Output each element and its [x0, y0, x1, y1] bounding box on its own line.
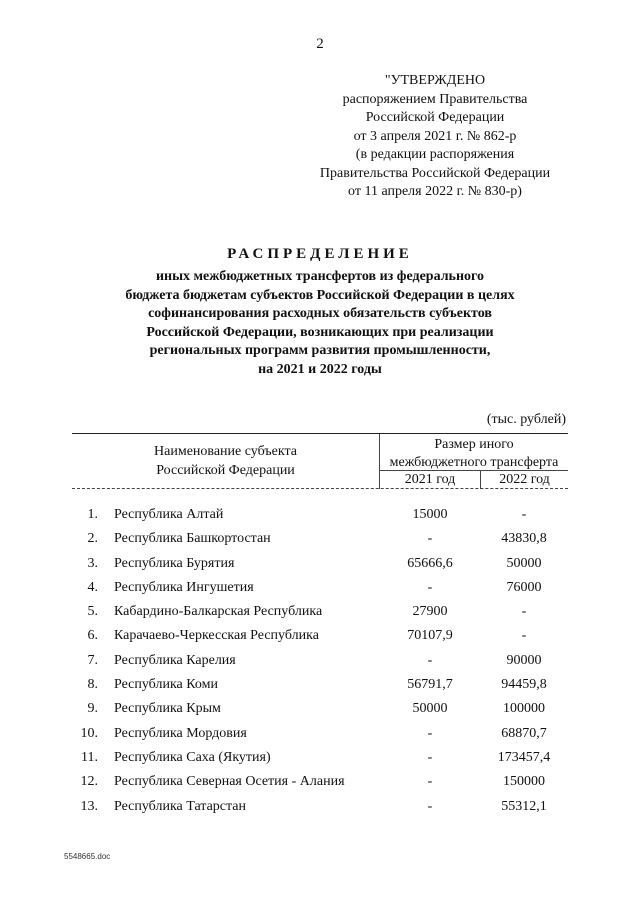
table-row — [0, 626, 640, 650]
row-number: 8. — [87, 677, 98, 693]
row-number: 6. — [87, 628, 98, 644]
document-subtitle — [80, 268, 560, 380]
row-value-2021: - — [427, 579, 433, 595]
table-row — [0, 797, 640, 821]
row-value-2022: 150000 — [503, 774, 545, 790]
row-subject-name: Республика Коми — [114, 677, 218, 693]
header-transfer-size-line1: Размер иного — [434, 437, 514, 452]
table-row — [0, 748, 640, 772]
row-value-2022: 68870,7 — [501, 725, 547, 741]
approval-line: распоряжением Правительства — [342, 91, 528, 107]
row-subject-name: Республика Ингушетия — [114, 579, 254, 595]
approval-line: Правительства Российской Федерации — [319, 165, 551, 181]
header-transfer-size-line2: межбюджетного трансферта — [389, 455, 559, 470]
row-value-2021: 56791,7 — [407, 677, 453, 693]
row-value-2021: 50000 — [412, 701, 448, 717]
row-value-2021: 65666,6 — [407, 555, 453, 571]
row-subject-name: Кабардино-Балкарская Республика — [114, 604, 323, 620]
approval-stamp — [300, 72, 570, 202]
table-row — [0, 578, 640, 602]
table-row — [0, 651, 640, 675]
row-value-2021: - — [427, 531, 433, 547]
header-subject-name — [72, 443, 379, 480]
row-value-2021: 70107,9 — [407, 628, 453, 644]
row-value-2021: - — [427, 652, 433, 668]
row-number: 13. — [80, 798, 98, 814]
row-number: 9. — [87, 701, 98, 717]
row-number: 4. — [87, 579, 98, 595]
table-row — [0, 554, 640, 578]
row-subject-name: Республика Алтай — [114, 507, 224, 522]
header-transfer-size — [380, 436, 568, 472]
header-year-2021: 2021 год — [404, 472, 456, 487]
subtitle-line: иных межбюджетных трансфертов из федерального — [155, 269, 485, 284]
row-subject-name: Республика Татарстан — [114, 798, 247, 814]
subtitle-line: софинансирования расходных обязательств субъектов — [148, 306, 492, 322]
approval-line: Российской Федерации — [365, 110, 505, 125]
table-row — [0, 699, 640, 723]
row-value-2021: - — [427, 798, 433, 814]
subtitle-line: региональных программ развития промышленности, — [149, 343, 491, 359]
table-row — [0, 602, 640, 626]
document-title: РАСПРЕДЕЛЕНИЕ — [227, 246, 413, 262]
row-subject-name: Республика Мордовия — [114, 725, 247, 741]
header-subject-name-line2: Российской Федерации — [156, 462, 295, 478]
units-label: (тыс. рублей) — [486, 412, 566, 427]
header-divider — [379, 470, 568, 471]
row-number: 12. — [80, 774, 98, 790]
page-number: 2 — [316, 36, 324, 52]
row-value-2021: - — [427, 749, 433, 765]
table-row — [0, 724, 640, 748]
row-subject-name: Республика Карелия — [114, 652, 236, 668]
row-number: 1. — [87, 507, 98, 522]
table-row — [0, 772, 640, 796]
row-value-2021: 15000 — [412, 507, 448, 522]
header-divider — [379, 434, 380, 489]
approval-line: "УТВЕРЖДЕНО — [384, 73, 486, 88]
file-reference: 5548665.doc — [64, 852, 111, 861]
subtitle-line: Российской Федерации, возникающих при реализации — [146, 324, 494, 340]
table-row — [0, 505, 640, 529]
row-value-2022: 90000 — [506, 652, 542, 668]
row-subject-name: Республика Башкортостан — [114, 531, 271, 547]
header-divider — [480, 471, 481, 489]
row-subject-name: Республика Саха (Якутия) — [114, 749, 271, 765]
row-number: 2. — [87, 531, 98, 547]
row-value-2022: - — [521, 507, 527, 522]
row-subject-name: Республика Бурятия — [114, 555, 235, 571]
table-header — [72, 433, 568, 489]
row-subject-name: Карачаево-Черкесская Республика — [114, 628, 319, 644]
row-value-2022: 55312,1 — [501, 798, 547, 814]
row-value-2022: - — [521, 628, 527, 644]
approval-line: от 3 апреля 2021 г. № 862-р — [353, 128, 517, 144]
row-subject-name: Республика Крым — [114, 701, 221, 717]
header-subject-name-line1: Наименование субъекта — [154, 444, 297, 459]
row-value-2022: - — [521, 604, 527, 620]
subtitle-line: на 2021 и 2022 годы — [258, 361, 382, 377]
approval-line: (в редакции распоряжения — [355, 147, 515, 162]
row-value-2022: 76000 — [506, 579, 542, 595]
row-value-2021: - — [427, 725, 433, 741]
row-value-2022: 94459,8 — [501, 677, 547, 693]
table-row — [0, 529, 640, 553]
row-value-2022: 50000 — [506, 555, 542, 571]
row-value-2022: 173457,4 — [497, 749, 551, 765]
approval-line: от 11 апреля 2022 г. № 830-р) — [348, 184, 522, 199]
row-value-2022: 43830,8 — [501, 531, 547, 547]
row-number: 3. — [87, 555, 98, 571]
row-value-2022: 100000 — [503, 701, 545, 717]
row-number: 10. — [80, 725, 98, 741]
row-number: 11. — [81, 749, 98, 765]
table-body — [0, 505, 640, 821]
row-number: 7. — [87, 652, 98, 668]
row-number: 5. — [87, 604, 98, 620]
table-row — [0, 675, 640, 699]
header-year-2022: 2022 год — [499, 472, 550, 487]
subtitle-line: бюджета бюджетам субъектов Российской Федерации в целях — [125, 287, 515, 303]
row-value-2021: - — [427, 774, 433, 790]
row-value-2021: 27900 — [412, 604, 448, 620]
header-bottom-rule — [72, 488, 568, 489]
row-subject-name: Республика Северная Осетия - Алания — [114, 774, 345, 790]
